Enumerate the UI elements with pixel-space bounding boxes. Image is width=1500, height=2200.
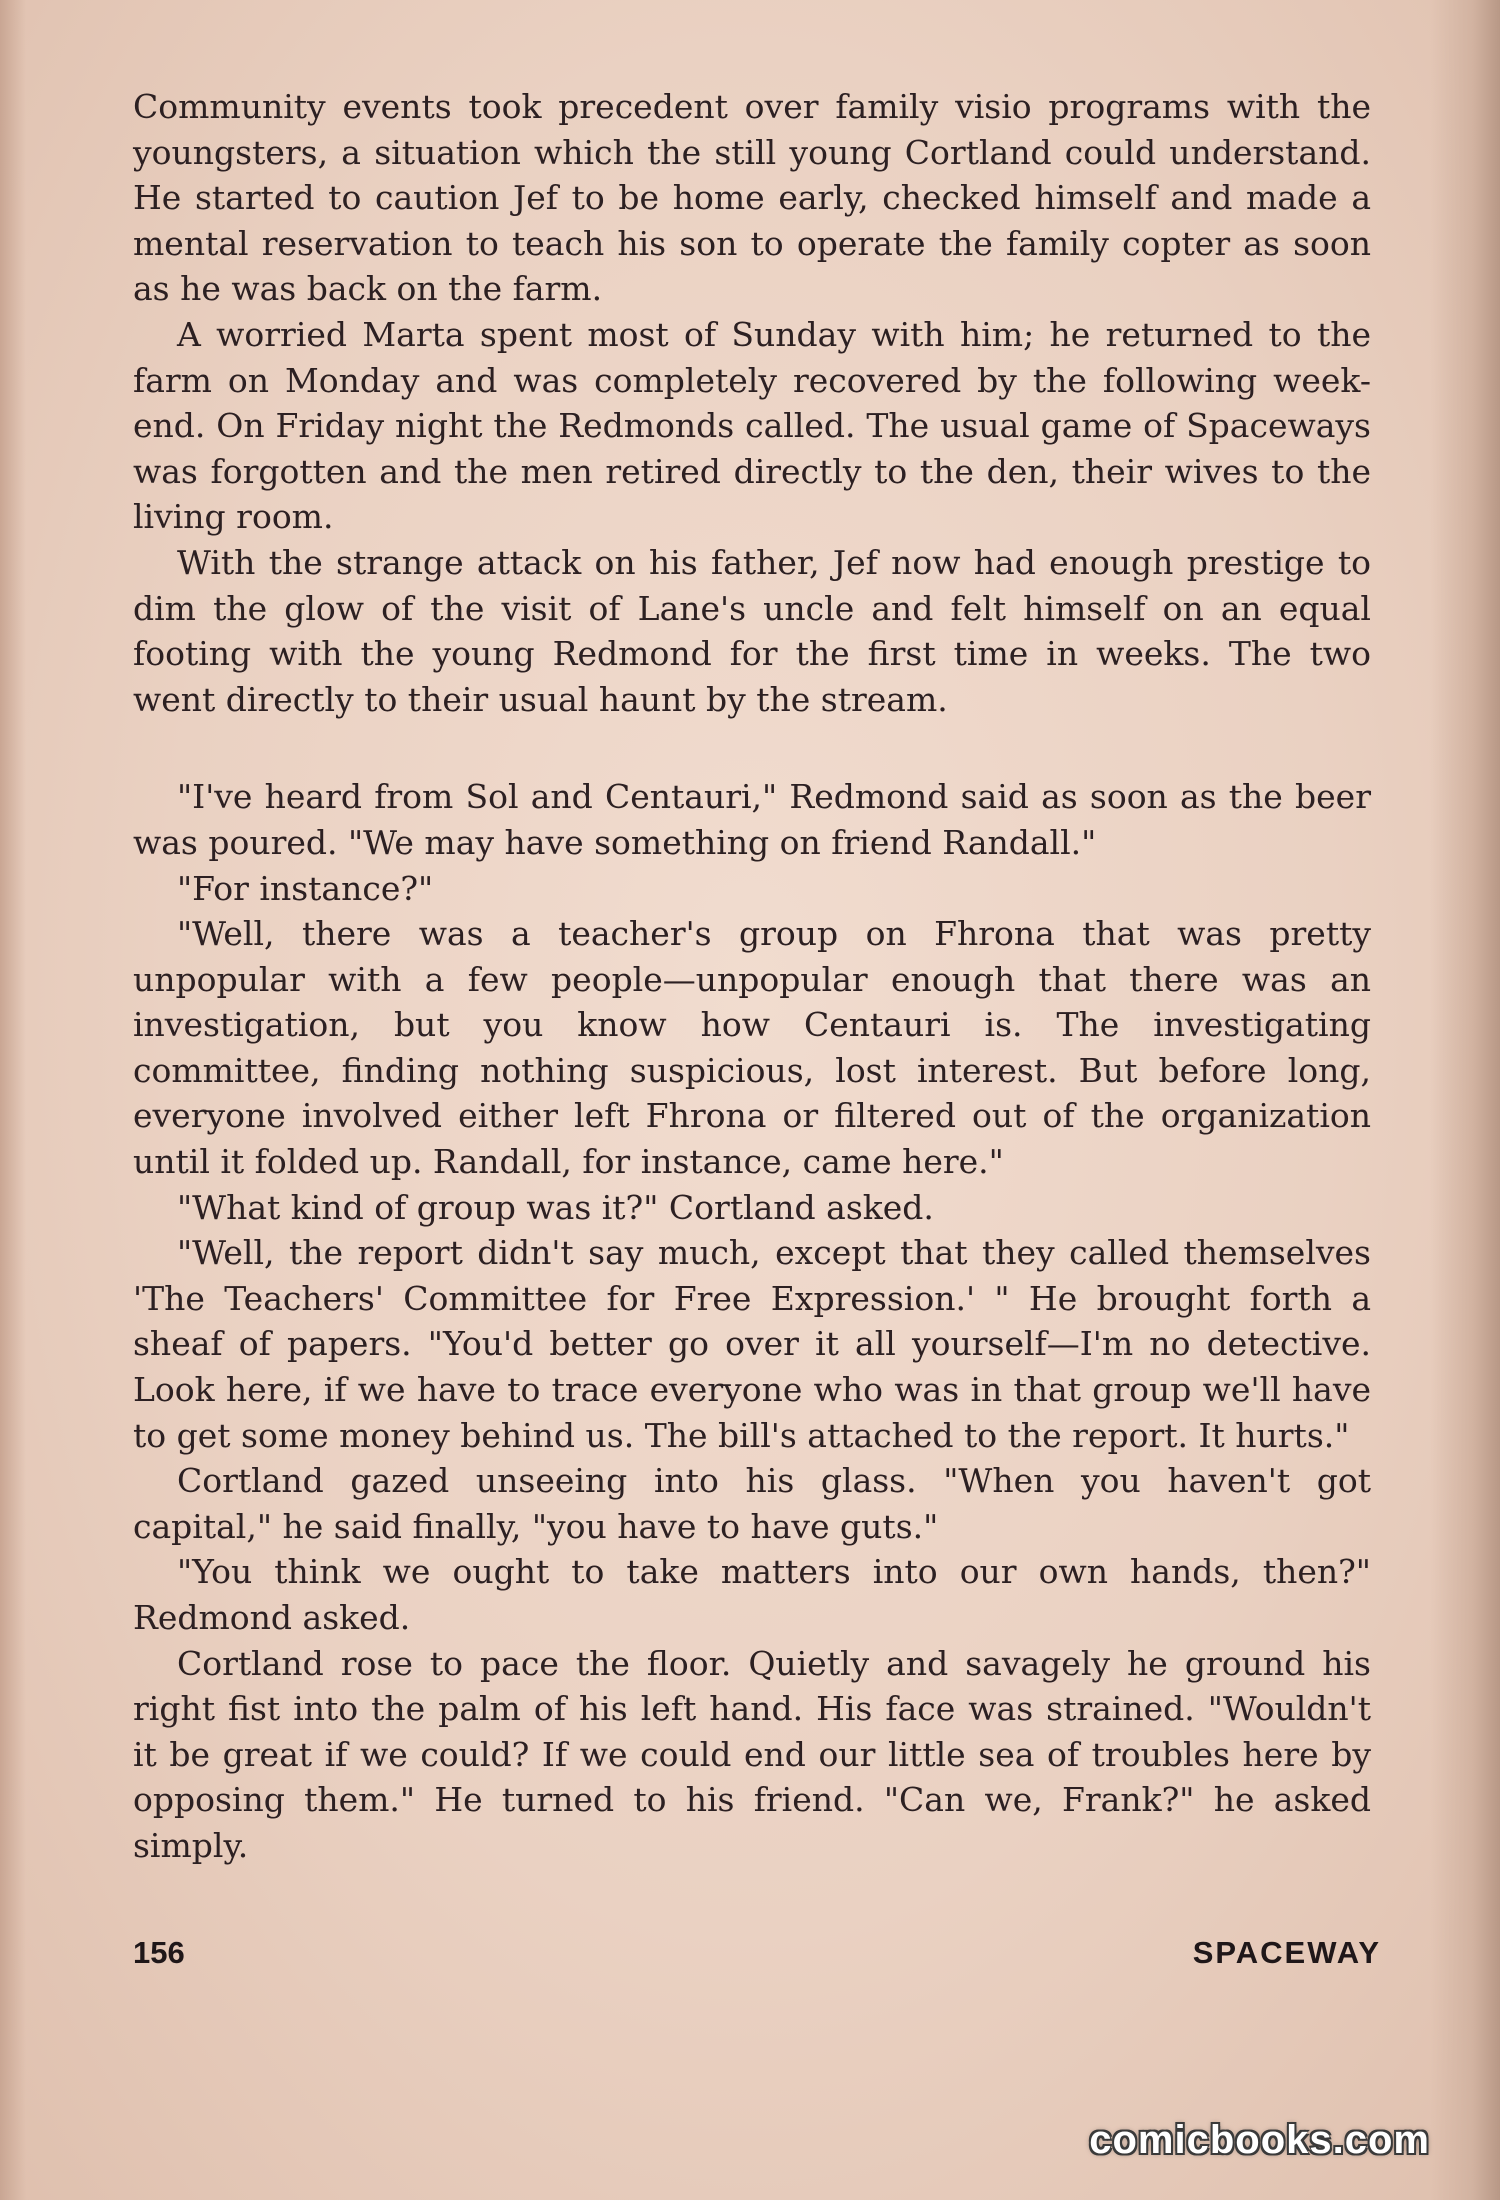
body-text bbox=[133, 84, 1371, 1869]
paragraph: Community events took precedent over family visio programs with the youngsters, a situation which the still young Cortland could understand. He started to caution Jef to be home early, checked himself and made a mental reservation to teach his son to operate the family copter as soon as he was back on the farm. bbox=[133, 87, 1371, 309]
paragraph: A worried Marta spent most of Sunday with him; he returned to the farm on Monday and was completely recovered by the following week-end. On Friday night the Redmonds called. The usual game of Spaceways was forgotten and the men retired directly to the den, their wives to the living room. bbox=[133, 314, 1371, 537]
paragraph: With the strange attack on his father, Jef now had enough prestige to dim the glow of the visit of Lane's uncle and felt himself on an equal footing with the young Redmond for the first time in weeks. The two went directly to their usual haunt by the stream. bbox=[133, 542, 1371, 719]
paragraph: "What kind of group was it?" Cortland asked. bbox=[177, 1187, 934, 1227]
paragraph: "Well, the report didn't say much, except that they called themselves 'The Teachers' Committee for Free Expression.' " He brought forth a sheaf of papers. "You'd better go over it all yourself—I'm no detective. Look here, if we have to trace everyone who was in that group we'll have to get some money behind us. The bill's attached to the report. It hurts." bbox=[133, 1233, 1371, 1455]
paragraph: "I've heard from Sol and Centauri," Redmond said as soon as the beer was poured. "We may have something on friend Randall." bbox=[133, 777, 1371, 862]
paragraph: "Well, there was a teacher's group on Fhrona that was pretty unpopular with a few people—unpopular enough that there was an investigation, but you know how Centauri is. The investigating committee, finding nothing suspicious, lost interest. But before long, everyone involved either left Fhrona or filtered out of the organization until it folded up. Randall, for instance, came here." bbox=[133, 914, 1371, 1182]
paragraph: Cortland rose to pace the floor. Quietly and savagely he ground his right fist into the palm of his left hand. His face was strained. "Wouldn't it be great if we could? If we could end our little sea of troubles here by opposing them." He turned to his friend. "Can we, Frank?" he asked simply. bbox=[133, 1643, 1371, 1865]
section-break bbox=[133, 722, 1371, 774]
page-number: 156 bbox=[133, 1935, 185, 1970]
paragraph: "You think we ought to take matters into our own hands, then?" Redmond asked. bbox=[133, 1552, 1371, 1637]
running-head: SPACEWAY bbox=[1192, 1935, 1381, 1970]
paragraph: Cortland gazed unseeing into his glass. "When you haven't got capital," he said finally, "you have to have guts." bbox=[133, 1461, 1371, 1546]
watermark-logo: comicbooks.com bbox=[1089, 2118, 1430, 2162]
paragraph: "For instance?" bbox=[177, 868, 434, 908]
